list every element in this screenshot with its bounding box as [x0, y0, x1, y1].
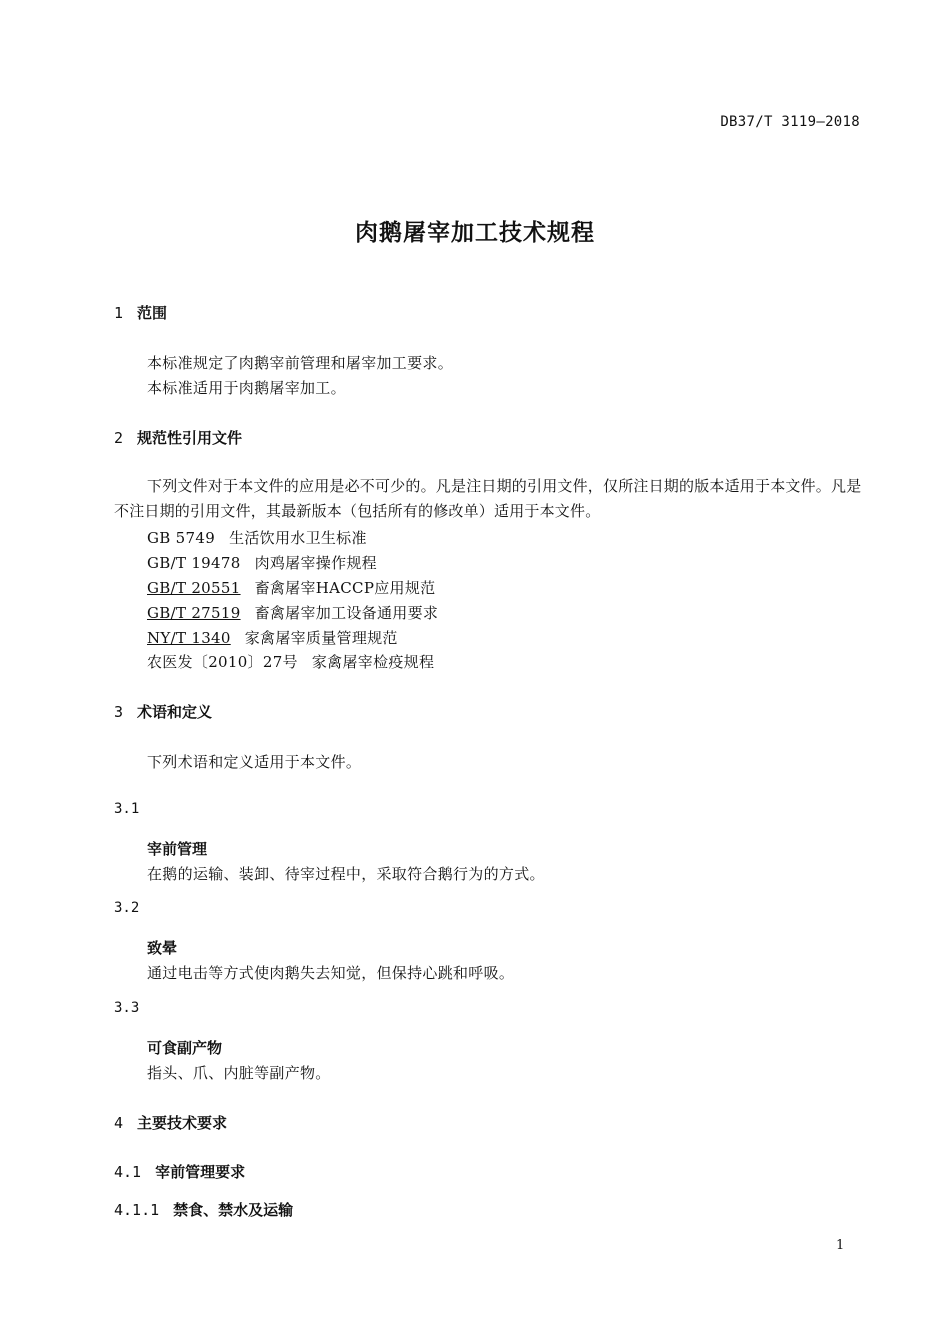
reference-item: GB 5749 生活饮用水卫生标准 [147, 529, 367, 547]
term-definition: 通过电击等方式使肉鹅失去知觉，但保持心跳和呼吸。 [147, 964, 515, 982]
reference-item: GB/T 27519 畜禽屠宰加工设备通用要求 [147, 604, 439, 622]
term-number: 3.3 [114, 1000, 140, 1016]
section-heading-2: 2 规范性引用文件 [114, 429, 243, 447]
reference-item: GB/T 19478 肉鸡屠宰操作规程 [147, 554, 377, 572]
subsection-heading: 4.1 宰前管理要求 [114, 1163, 246, 1181]
term-number: 3.2 [114, 900, 140, 916]
page-number: 1 [836, 1238, 845, 1253]
reference-link[interactable]: NY/T 1340 [147, 629, 231, 647]
paragraph: 本标准规定了肉鹅宰前管理和屠宰加工要求。 [147, 354, 454, 372]
reference-item: NY/T 1340 家禽屠宰质量管理规范 [147, 629, 398, 647]
section-heading-3: 3 术语和定义 [114, 703, 213, 721]
standard-code: DB37/T 3119—2018 [720, 114, 860, 130]
paragraph: 本标准适用于肉鹅屠宰加工。 [147, 379, 346, 397]
page-title: 肉鹅屠宰加工技术规程 [355, 220, 595, 246]
term-definition: 指头、爪、内脏等副产物。 [147, 1064, 331, 1082]
subsection-heading: 4.1.1 禁食、禁水及运输 [114, 1201, 294, 1219]
reference-link[interactable]: GB/T 27519 [147, 604, 241, 622]
paragraph: 下列术语和定义适用于本文件。 [147, 753, 362, 771]
term-name: 致晕 [147, 939, 178, 957]
section-heading-4: 4 主要技术要求 [114, 1114, 228, 1132]
reference-link[interactable]: GB/T 20551 [147, 579, 241, 597]
term-definition: 在鹅的运输、装卸、待宰过程中，采取符合鹅行为的方式。 [147, 865, 545, 883]
section-heading-1: 1 范围 [114, 304, 168, 322]
term-name: 宰前管理 [147, 840, 208, 858]
paragraph-intro: 下列文件对于本文件的应用是必不可少的。凡是注日期的引用文件，仅所注日期的版本适用于本文件。凡是不注日期的引用文件，其最新版本（包括所有的修改单）适用于本文件。 [114, 477, 862, 520]
reference-item: GB/T 20551 畜禽屠宰HACCP应用规范 [147, 579, 436, 597]
reference-item: 农医发〔2010〕27号 家禽屠宰检疫规程 [147, 653, 435, 671]
term-number: 3.1 [114, 801, 140, 817]
term-name: 可食副产物 [147, 1039, 223, 1057]
